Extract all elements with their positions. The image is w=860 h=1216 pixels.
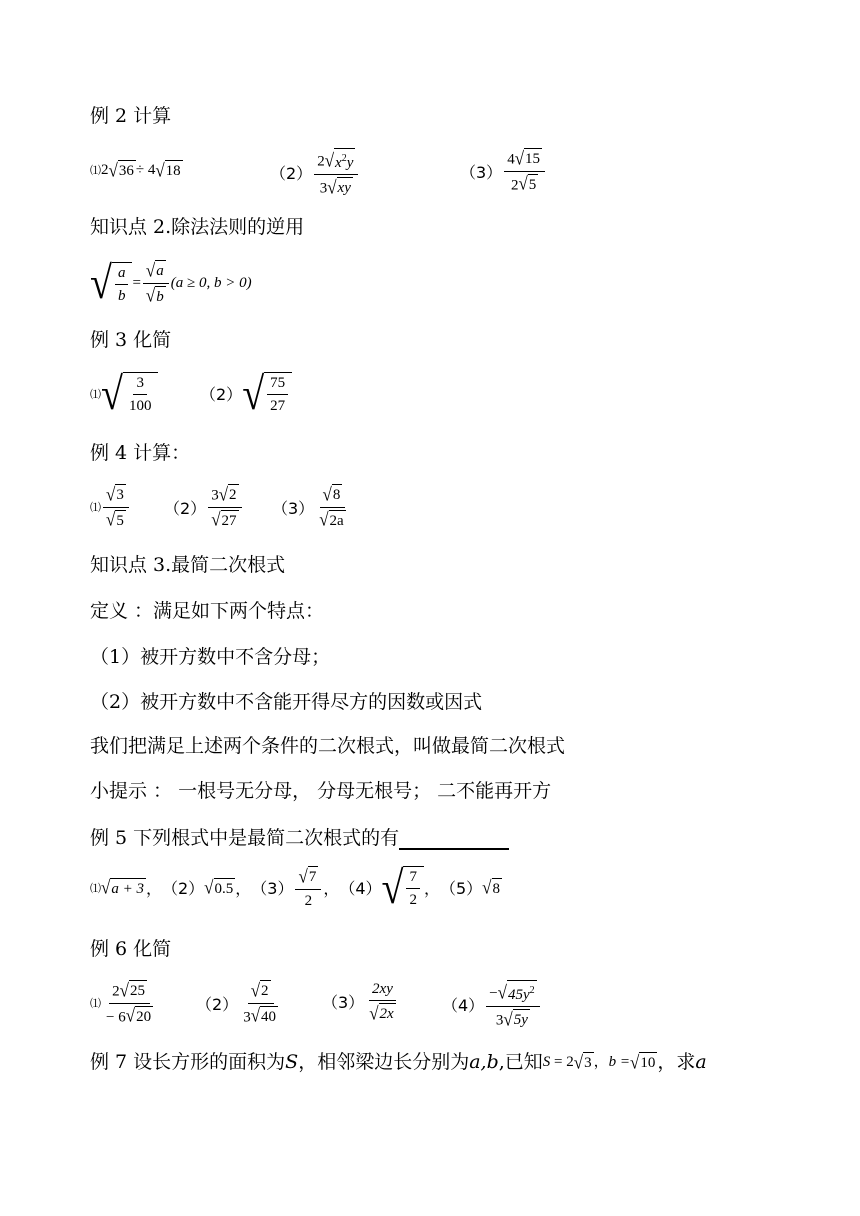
summary-text: 我们把满足上述两个条件的二次根式，叫做最简二次根式 [90, 735, 566, 757]
example-6-item-3: （3） 2xy √ 2x [322, 980, 401, 1024]
example-3-heading: 例 3 化简 [90, 329, 172, 351]
knowledge-point-2-heading: 知识点 2.除法法则的逆用 [90, 216, 305, 238]
example-5-heading: 例 5 下列根式中是最简二次根式的有 [90, 826, 509, 850]
answer-blank[interactable] [399, 830, 509, 850]
definition-text: 定义 ：满足如下两个特点： [90, 600, 325, 622]
example-4-item-2: （2） 3 √ 2 √ 27 [164, 484, 244, 530]
example-7-text: 例 7 设长方形的面积为 S ，相邻梁边长分别为 a,b ,已知 S = 2 √ 3 ， b = √ 10 ，求 a [90, 1051, 707, 1073]
knowledge-point-3-heading: 知识点 3.最简二次根式 [90, 554, 286, 576]
example-2-heading: 例 2 计算 [90, 105, 172, 127]
example-6-item-2: （2） √ 2 3 √ 40 [196, 979, 277, 1026]
example-5-items: ⑴ √ a + 3 ， （2） √ 0.5 ， （3） √ 7 2 ， （4） √ $\frac{7}{2}$ ， （5） √ 8 [90, 861, 501, 914]
example-2-item-2: （2） 2 √ $x^2y$ 3 √ xy [270, 148, 360, 198]
example-3-item-2: （2） √ $\frac{75}{27}$ [200, 372, 292, 415]
tip-text: 小提示 ： 一根号无分母， 分母无根号； 二不能再开方 [90, 780, 552, 802]
example-6-heading: 例 6 化简 [90, 938, 172, 960]
example-6-item-4: （4） − √ $45y^2$ 3 √ 5y [442, 980, 542, 1030]
feature-2: （2）被开方数中不含能开得尽方的因数或因式 [90, 691, 483, 713]
example-4-item-3: （3） √ 8 √ 2a [272, 483, 344, 530]
division-rule-formula: √ $\frac{a}{b}$ = √ a √ b (a ≥ 0, b > 0) [90, 256, 252, 309]
feature-1: （1）被开方数中不含分母； [90, 646, 331, 668]
example-4-heading: 例 4 计算： [90, 442, 191, 464]
example-3-item-1: ⑴ √ $\frac{3}{100}$ [90, 372, 158, 415]
example-2-item-3: （3） 4 √ 15 2 √ 5 [460, 148, 547, 194]
example-6-item-1: ⑴ 2 √ 25 − 6 √ 20 [90, 979, 152, 1026]
example-4-item-1: ⑴ √ 3 √ 5 [90, 484, 131, 530]
example-2-item-1: ⑴ 2 √ 36 ÷ 4 √ 18 [90, 159, 181, 181]
